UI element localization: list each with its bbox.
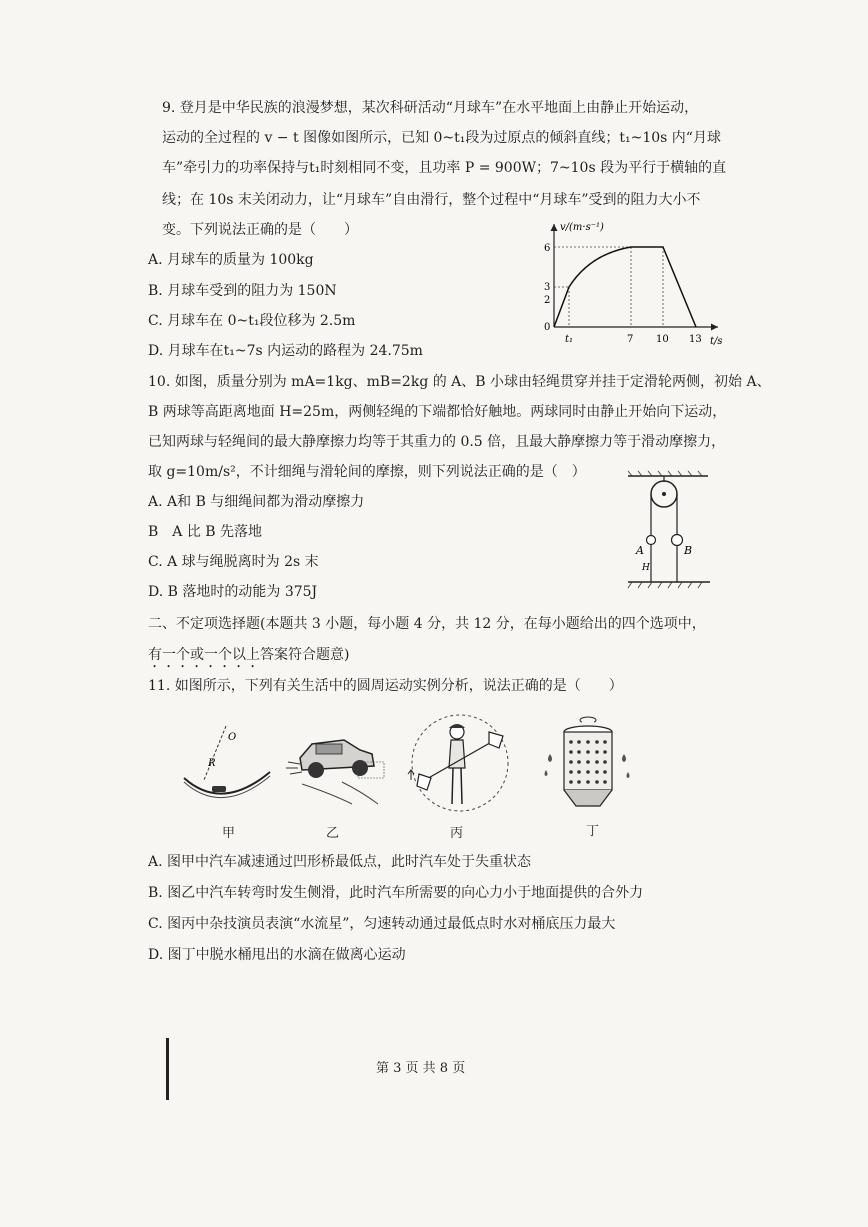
- q10-option-c: C. A 球与绳脱离时为 2s 末: [148, 554, 319, 570]
- q10-stem-line-1: 10. 如图，质量分别为 mA=1kg、mB=2kg 的 A、B 小球由轻绳贯穿并挂于定滑轮两侧，初始 A、: [148, 374, 771, 390]
- q11-option-c: C. 图丙中杂技演员表演“水流星”，匀速转动通过最低点时水对桶底压力最大: [148, 916, 616, 932]
- q11-caption-jia: 甲: [222, 826, 236, 841]
- q9-graph-xtick-13: 13: [689, 334, 702, 345]
- q9-graph-xtick-t1: t₁: [565, 334, 574, 345]
- q11-fig-jia-label-o: O: [228, 732, 237, 743]
- q9-stem-line-4: 线；在 10s 末关闭动力，让“月球车”自由滑行，整个过程中“月球车”受到的阻力大小不: [162, 192, 701, 208]
- q11-caption-yi: 乙: [326, 826, 340, 841]
- q10-stem-line-2: B 两球等高距离地面 H=25m，两侧轻绳的下端都恰好触地。两球同时由静止开始向下运动，: [148, 404, 727, 420]
- q9-stem-line-1: 9. 登月是中华民族的浪漫梦想，某次科研活动“月球车”在水平地面上由静止开始运动，: [162, 100, 699, 116]
- q10-pulley-figure: [618, 470, 718, 595]
- bucket-bottom-icon: [417, 774, 431, 790]
- q11-fig-ding: [538, 714, 638, 814]
- q9-graph-curve: [554, 247, 696, 327]
- q9-graph-origin: 0: [544, 322, 551, 333]
- bucket-top-icon: [489, 732, 503, 748]
- q10-stem-line-4: 取 g=10m/s²，不计细绳与滑轮间的摩擦，则下列说法正确的是（ ）: [148, 464, 586, 480]
- section2-heading-line-2: [148, 645, 349, 671]
- q11-fig-jia-label-r: R: [208, 758, 216, 769]
- q10-option-d: D. B 落地时的动能为 375J: [148, 584, 318, 600]
- q9-graph-ytick-3: 3: [544, 282, 551, 293]
- q11-option-b: B. 图乙中汽车转弯时发生侧滑，此时汽车所需要的向心力小于地面提供的合外力: [148, 885, 644, 901]
- q9-graph-xlabel: t/s: [710, 336, 723, 347]
- q11-stem: 11. 如图所示，下列有关生活中的圆周运动实例分析，说法正确的是（ ）: [148, 678, 623, 694]
- q11-option-a: A. 图甲中汽车减速通过凹形桥最低点，此时汽车处于失重状态: [148, 854, 532, 870]
- section2-rest: 答案符合题意): [260, 647, 350, 663]
- section2-heading-line-1: 二、不定项选择题(本题共 3 小题，每小题 4 分，共 12 分，在每小题给出的四个选项中，: [148, 616, 706, 632]
- q10-label-b: B: [684, 544, 693, 557]
- q9-graph-ytick-6: 6: [544, 243, 551, 254]
- q11-caption-bing: 丙: [450, 826, 464, 841]
- q9-stem-line-2: 运动的全过程的 v − t 图像如图所示，已知 0~t₁段为过原点的倾斜直线；t₁~10s 内“月球: [162, 130, 721, 146]
- q9-option-d: D. 月球车在t₁~7s 内运动的路程为 24.75m: [148, 343, 423, 359]
- q9-stem-line-3: 车”牵引力的功率保持与t₁时刻相同不变，且功率 P = 900W；7~10s 段为平行于横轴的直: [162, 160, 727, 176]
- page-footer: 第 3 页 共 8 页: [376, 1061, 466, 1076]
- ball-b: [672, 535, 683, 546]
- margin-bar: [166, 1038, 169, 1100]
- q9-graph-xtick-10: 10: [656, 334, 669, 345]
- q11-fig-yi: [282, 722, 392, 807]
- q9-option-b: B. 月球车受到的阻力为 150N: [148, 283, 337, 299]
- q10-label-a: A: [636, 544, 644, 557]
- section2-emphasis: 有一个或一个以上: [148, 647, 260, 663]
- q10-stem-line-3: 已知两球与轻绳间的最大静摩擦力均等于其重力的 0.5 倍，且最大静摩擦力等于滑动摩擦力，: [148, 434, 726, 450]
- q9-graph-ylabel: v/(m·s⁻¹): [560, 222, 604, 233]
- q11-fig-jia: [178, 720, 278, 810]
- q9-graph-ytick-2: 2: [544, 295, 551, 306]
- q9-option-c: C. 月球车在 0~t₁段位移为 2.5m: [148, 313, 356, 329]
- q11-fig-bing: [405, 708, 515, 818]
- car-icon: [212, 786, 226, 792]
- q10-label-h: H: [642, 563, 650, 573]
- q10-option-b: B A 比 B 先落地: [148, 524, 263, 540]
- q10-option-a: A. A和 B 与细绳间都为滑动摩擦力: [148, 494, 365, 510]
- ball-a: [647, 536, 656, 545]
- q11-caption-ding: 丁: [586, 824, 600, 839]
- q9-stem-line-5: 变。下列说法正确的是（ ）: [162, 222, 358, 238]
- q9-option-a: A. 月球车的质量为 100kg: [148, 252, 314, 268]
- q11-option-d: D. 图丁中脱水桶甩出的水滴在做离心运动: [148, 947, 406, 963]
- q9-graph-xtick-7: 7: [627, 334, 634, 345]
- q9-vt-graph: [530, 212, 730, 352]
